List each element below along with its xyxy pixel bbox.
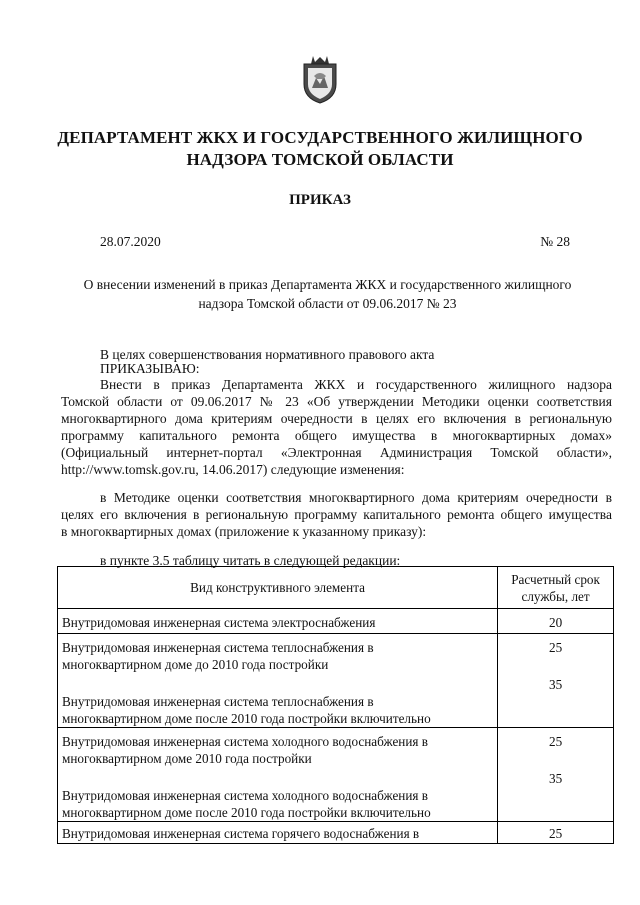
paragraph-line: многоквартирного дома критериям очередности в целях его включения в региональную — [61, 411, 612, 426]
header-service-life-line1: Расчетный срок — [511, 571, 600, 587]
cell-element — [58, 634, 498, 728]
table-row — [58, 609, 614, 634]
cell-element: Внутридомовая инженерная система горячего водоснабжения в — [58, 822, 498, 844]
cell-line: многоквартирном доме после 2010 года постройки включительно — [62, 805, 431, 820]
service-life-table — [57, 566, 614, 844]
subject-line2: надзора Томской области от 09.06.2017 № 23 — [198, 296, 457, 311]
cell-line: Внутридомовая инженерная система теплоснабжения в — [62, 640, 374, 655]
cell-spacer — [62, 673, 493, 693]
order-number: № 28 — [540, 234, 570, 249]
cell-line: 25 — [548, 640, 563, 655]
cell-line: 35 — [548, 771, 563, 786]
paragraph-line: целях его включения в региональную программу капитального ремонта общего имущества — [61, 507, 612, 522]
cell-element — [58, 728, 498, 822]
coat-of-arms-icon — [301, 54, 339, 104]
order-date: 28.07.2020 — [100, 234, 161, 249]
paragraph-line: Внести в приказ Департамента ЖКХ и государственного жилищного надзора — [100, 377, 612, 392]
document-type: ПРИКАЗ — [289, 192, 351, 208]
order-word: ПРИКАЗЫВАЮ: — [100, 361, 200, 376]
paragraph-line: программу капитального ремонта общего имущества в многоквартирных домах» — [61, 428, 612, 443]
paragraph-line: в Методике оценки соответствия многоквартирного дома критериям очередности в — [100, 490, 612, 505]
cell-line: 25 — [548, 734, 563, 749]
cell-line: Внутридомовая инженерная система холодного водоснабжения в — [62, 788, 429, 803]
cell-value: 25 — [498, 822, 614, 844]
cell-line: Внутридомовая инженерная система холодного водоснабжения в — [62, 734, 429, 749]
table-header-row — [58, 567, 614, 609]
cell-line: многоквартирном доме до 2010 года постройки — [62, 657, 329, 672]
cell-spacer — [62, 767, 493, 787]
cell-value — [498, 634, 614, 728]
cell-element: Внутридомовая инженерная система электроснабжения — [58, 609, 498, 634]
cell-line: многоквартирном доме 2010 года постройки — [62, 751, 312, 766]
department-title-line1: ДЕПАРТАМЕНТ ЖКХ И ГОСУДАРСТВЕННОГО ЖИЛИЩНОГО — [57, 128, 583, 147]
cell-line: Внутридомовая инженерная система теплоснабжения в — [62, 694, 374, 709]
header-service-life-line2: службы, лет — [521, 588, 590, 604]
paragraph-line: Томской области от 09.06.2017 № 23 «Об утверждении Методики оценки соответствия — [61, 394, 612, 409]
table-row — [58, 728, 614, 822]
paragraph-line: в многоквартирных домах (приложение к указанному приказу): — [61, 524, 427, 539]
subject-line1: О внесении изменений в приказ Департамента ЖКХ и государственного жилищного — [83, 277, 572, 292]
cell-line: многоквартирном доме после 2010 года постройки включительно — [62, 711, 431, 726]
header-service-life — [498, 567, 614, 609]
cell-value — [498, 728, 614, 822]
paragraph-line: http://www.tomsk.gov.ru, 14.06.2017) следующие изменения: — [61, 462, 405, 477]
table-intro: в пункте 3.5 таблицу читать в следующей редакции: — [100, 553, 401, 568]
department-title-line2: НАДЗОРА ТОМСКОЙ ОБЛАСТИ — [186, 150, 454, 169]
table-row — [58, 822, 614, 844]
preamble: В целях совершенствования нормативного правового акта — [100, 347, 435, 362]
header-element-type: Вид конструктивного элемента — [58, 567, 498, 609]
cell-line: 35 — [548, 677, 563, 692]
cell-value: 20 — [498, 609, 614, 634]
paragraph-line: (Официальный интернет-портал «Электронная Администрация Томской области», — [61, 445, 612, 460]
table-row — [58, 634, 614, 728]
